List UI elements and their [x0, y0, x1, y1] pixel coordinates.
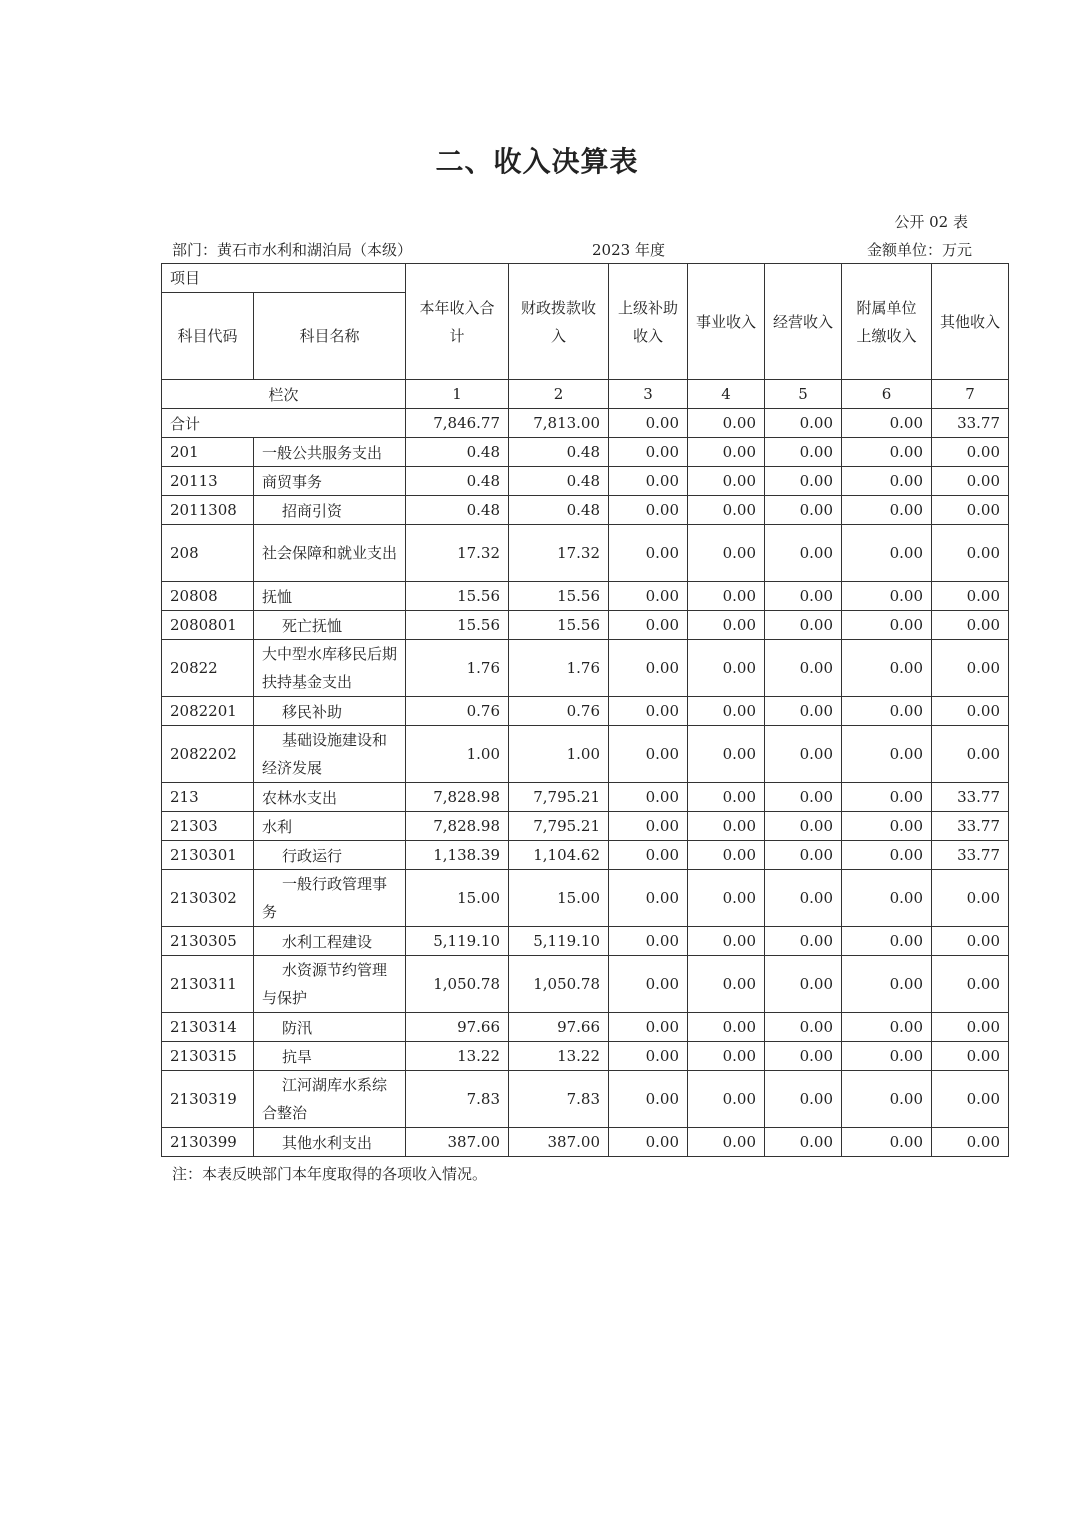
header-col-6: 附属单位上缴收入 — [842, 264, 932, 380]
row-name: 商贸事务 — [254, 467, 406, 496]
row-value-col-7: 0.00 — [932, 870, 1009, 927]
row-value-col-3: 0.00 — [609, 841, 688, 870]
row-value-col-1: 15.56 — [406, 582, 509, 611]
row-value-col-6: 0.00 — [842, 640, 932, 697]
row-value-col-3: 0.00 — [609, 697, 688, 726]
row-code: 2130315 — [162, 1042, 254, 1071]
row-value-col-5: 0.00 — [765, 812, 842, 841]
row-value-col-6: 0.00 — [842, 812, 932, 841]
row-value-col-6: 0.00 — [842, 927, 932, 956]
row-name: 江河湖库水系综合整治 — [254, 1071, 406, 1128]
table-row — [162, 1042, 1009, 1071]
row-name: 水利 — [254, 812, 406, 841]
row-value-col-1: 5,119.10 — [406, 927, 509, 956]
header-col-4: 事业收入 — [688, 264, 765, 380]
row-name: 基础设施建设和经济发展 — [254, 726, 406, 783]
row-value-col-1: 7.83 — [406, 1071, 509, 1128]
row-code: 2082201 — [162, 697, 254, 726]
table-row — [162, 1128, 1009, 1157]
row-value-col-1: 17.32 — [406, 525, 509, 582]
row-name: 抚恤 — [254, 582, 406, 611]
table-row — [162, 697, 1009, 726]
row-value-col-1: 0.48 — [406, 496, 509, 525]
row-name: 防汛 — [254, 1013, 406, 1042]
row-value-col-3: 0.00 — [609, 611, 688, 640]
row-value-col-3: 0.00 — [609, 1128, 688, 1157]
row-name: 大中型水库移民后期扶持基金支出 — [254, 640, 406, 697]
row-value-col-2: 17.32 — [509, 525, 609, 582]
row-value-col-2: 1.00 — [509, 726, 609, 783]
department-label: 部门：黄石市水利和湖泊局（本级） — [172, 241, 413, 259]
row-value-col-4: 0.00 — [688, 582, 765, 611]
row-value-col-5: 0.00 — [765, 726, 842, 783]
row-code: 2130399 — [162, 1128, 254, 1157]
row-value-col-7: 33.77 — [932, 812, 1009, 841]
row-value-col-7: 0.00 — [932, 467, 1009, 496]
row-name: 移民补助 — [254, 697, 406, 726]
row-value-col-4: 0.00 — [688, 1071, 765, 1128]
table-row — [162, 438, 1009, 467]
row-value-col-6: 0.00 — [842, 956, 932, 1013]
row-value-col-1: 13.22 — [406, 1042, 509, 1071]
row-value-col-1: 1.76 — [406, 640, 509, 697]
row-value-col-3: 0.00 — [609, 812, 688, 841]
row-value-col-5: 0.00 — [765, 783, 842, 812]
row-value-col-7: 0.00 — [932, 726, 1009, 783]
row-value-col-4: 0.00 — [688, 611, 765, 640]
row-value-col-3: 0.00 — [609, 870, 688, 927]
row-value-col-6: 0.00 — [842, 525, 932, 582]
row-value-col-7: 0.00 — [932, 1071, 1009, 1128]
row-code: 2130305 — [162, 927, 254, 956]
row-name: 死亡抚恤 — [254, 611, 406, 640]
row-value-col-5: 0.00 — [765, 956, 842, 1013]
row-value-col-6: 0.00 — [842, 870, 932, 927]
table-row — [162, 870, 1009, 927]
row-value-col-4: 0.00 — [688, 496, 765, 525]
row-value-col-5: 0.00 — [765, 525, 842, 582]
row-value-col-7: 0.00 — [932, 582, 1009, 611]
amount-unit: 金额单位：万元 — [866, 241, 972, 259]
row-value-col-6: 0.00 — [842, 1071, 932, 1128]
row-value-col-2: 15.00 — [509, 870, 609, 927]
row-value-col-4: 0.00 — [688, 467, 765, 496]
row-code: 2130311 — [162, 956, 254, 1013]
row-value-col-7: 33.77 — [932, 783, 1009, 812]
row-value-col-7: 0.00 — [932, 611, 1009, 640]
row-value-col-4: 0.00 — [688, 841, 765, 870]
header-col-5: 经营收入 — [765, 264, 842, 380]
table-row — [162, 496, 1009, 525]
row-value-col-5: 0.00 — [765, 1042, 842, 1071]
fiscal-year: 2023 年度 — [592, 241, 665, 259]
index-3: 3 — [609, 380, 688, 409]
page-title: 二、收入决算表 — [435, 145, 639, 178]
table-row — [162, 927, 1009, 956]
row-code: 2082202 — [162, 726, 254, 783]
row-value-col-5: 0.00 — [765, 409, 842, 438]
row-value-col-2: 1,104.62 — [509, 841, 609, 870]
row-value-col-7: 0.00 — [932, 1042, 1009, 1071]
row-value-col-1: 15.00 — [406, 870, 509, 927]
row-code: 2080801 — [162, 611, 254, 640]
row-value-col-3: 0.00 — [609, 956, 688, 1013]
row-value-col-2: 1,050.78 — [509, 956, 609, 1013]
row-value-col-6: 0.00 — [842, 697, 932, 726]
row-value-col-3: 0.00 — [609, 496, 688, 525]
row-value-col-2: 7,795.21 — [509, 812, 609, 841]
row-value-col-6: 0.00 — [842, 783, 932, 812]
row-value-col-7: 0.00 — [932, 697, 1009, 726]
row-name: 其他水利支出 — [254, 1128, 406, 1157]
row-code: 20822 — [162, 640, 254, 697]
row-code: 20113 — [162, 467, 254, 496]
row-value-col-2: 13.22 — [509, 1042, 609, 1071]
row-value-col-2: 0.48 — [509, 467, 609, 496]
income-table — [161, 263, 1009, 1157]
row-value-col-5: 0.00 — [765, 611, 842, 640]
row-value-col-7: 0.00 — [932, 956, 1009, 1013]
table-row — [162, 582, 1009, 611]
row-value-col-3: 0.00 — [609, 438, 688, 467]
row-value-col-7: 0.00 — [932, 1128, 1009, 1157]
row-value-col-7: 0.00 — [932, 927, 1009, 956]
table-row — [162, 525, 1009, 582]
row-value-col-5: 0.00 — [765, 1128, 842, 1157]
row-value-col-3: 0.00 — [609, 467, 688, 496]
row-value-col-4: 0.00 — [688, 1128, 765, 1157]
row-value-col-7: 33.77 — [932, 409, 1009, 438]
row-value-col-6: 0.00 — [842, 1128, 932, 1157]
row-value-col-2: 5,119.10 — [509, 927, 609, 956]
index-6: 6 — [842, 380, 932, 409]
row-name: 水资源节约管理与保护 — [254, 956, 406, 1013]
row-value-col-1: 0.48 — [406, 438, 509, 467]
row-value-col-4: 0.00 — [688, 783, 765, 812]
row-name: 行政运行 — [254, 841, 406, 870]
row-value-col-5: 0.00 — [765, 640, 842, 697]
row-value-col-5: 0.00 — [765, 496, 842, 525]
header-col-3: 上级补助收入 — [609, 264, 688, 380]
table-row — [162, 1071, 1009, 1128]
row-name: 招商引资 — [254, 496, 406, 525]
row-value-col-1: 97.66 — [406, 1013, 509, 1042]
row-value-col-5: 0.00 — [765, 697, 842, 726]
row-value-col-2: 15.56 — [509, 611, 609, 640]
row-value-col-1: 15.56 — [406, 611, 509, 640]
row-value-col-3: 0.00 — [609, 1071, 688, 1128]
table-row — [162, 812, 1009, 841]
row-value-col-2: 97.66 — [509, 1013, 609, 1042]
row-name: 农林水支出 — [254, 783, 406, 812]
row-value-col-2: 1.76 — [509, 640, 609, 697]
row-value-col-4: 0.00 — [688, 409, 765, 438]
row-value-col-7: 0.00 — [932, 640, 1009, 697]
row-value-col-5: 0.00 — [765, 467, 842, 496]
row-code: 213 — [162, 783, 254, 812]
row-value-col-3: 0.00 — [609, 927, 688, 956]
row-value-col-4: 0.00 — [688, 525, 765, 582]
index-1: 1 — [406, 380, 509, 409]
row-value-col-6: 0.00 — [842, 611, 932, 640]
row-value-col-4: 0.00 — [688, 956, 765, 1013]
row-value-col-5: 0.00 — [765, 870, 842, 927]
row-code: 2130319 — [162, 1071, 254, 1128]
table-row — [162, 1013, 1009, 1042]
row-value-col-2: 7.83 — [509, 1071, 609, 1128]
header-col-1: 本年收入合计 — [406, 264, 509, 380]
row-value-col-3: 0.00 — [609, 1013, 688, 1042]
row-code: 21303 — [162, 812, 254, 841]
index-label: 栏次 — [162, 380, 406, 409]
row-value-col-4: 0.00 — [688, 697, 765, 726]
table-row — [162, 640, 1009, 697]
row-value-col-4: 0.00 — [688, 640, 765, 697]
table-row — [162, 409, 1009, 438]
row-value-col-3: 0.00 — [609, 409, 688, 438]
header-col-7: 其他收入 — [932, 264, 1009, 380]
row-value-col-7: 0.00 — [932, 1013, 1009, 1042]
row-value-col-6: 0.00 — [842, 1013, 932, 1042]
row-value-col-2: 7,813.00 — [509, 409, 609, 438]
row-value-col-1: 0.76 — [406, 697, 509, 726]
table-row — [162, 611, 1009, 640]
row-name: 一般行政管理事务 — [254, 870, 406, 927]
row-value-col-1: 387.00 — [406, 1128, 509, 1157]
row-name: 一般公共服务支出 — [254, 438, 406, 467]
row-value-col-6: 0.00 — [842, 467, 932, 496]
row-value-col-7: 0.00 — [932, 438, 1009, 467]
table-row — [162, 783, 1009, 812]
row-code: 2130302 — [162, 870, 254, 927]
row-value-col-3: 0.00 — [609, 582, 688, 611]
row-value-col-2: 15.56 — [509, 582, 609, 611]
row-value-col-2: 0.76 — [509, 697, 609, 726]
row-value-col-3: 0.00 — [609, 640, 688, 697]
row-value-col-4: 0.00 — [688, 1042, 765, 1071]
row-name: 抗旱 — [254, 1042, 406, 1071]
row-value-col-6: 0.00 — [842, 726, 932, 783]
row-value-col-5: 0.00 — [765, 1013, 842, 1042]
row-name: 水利工程建设 — [254, 927, 406, 956]
index-5: 5 — [765, 380, 842, 409]
row-name: 社会保障和就业支出 — [254, 525, 406, 582]
row-value-col-3: 0.00 — [609, 1042, 688, 1071]
row-value-col-1: 7,846.77 — [406, 409, 509, 438]
header-project: 项目 — [162, 264, 406, 293]
row-value-col-7: 0.00 — [932, 525, 1009, 582]
row-value-col-4: 0.00 — [688, 812, 765, 841]
row-value-col-3: 0.00 — [609, 783, 688, 812]
row-value-col-5: 0.00 — [765, 927, 842, 956]
row-value-col-4: 0.00 — [688, 870, 765, 927]
index-4: 4 — [688, 380, 765, 409]
index-2: 2 — [509, 380, 609, 409]
table-meta — [172, 239, 972, 261]
row-value-col-1: 7,828.98 — [406, 783, 509, 812]
row-value-col-2: 0.48 — [509, 496, 609, 525]
table-row — [162, 726, 1009, 783]
row-value-col-4: 0.00 — [688, 927, 765, 956]
index-7: 7 — [932, 380, 1009, 409]
row-value-col-1: 1,050.78 — [406, 956, 509, 1013]
row-value-col-5: 0.00 — [765, 582, 842, 611]
header-code: 科目代码 — [162, 293, 254, 380]
row-code: 20808 — [162, 582, 254, 611]
row-value-col-6: 0.00 — [842, 582, 932, 611]
row-value-col-6: 0.00 — [842, 1042, 932, 1071]
row-value-col-2: 0.48 — [509, 438, 609, 467]
table-row — [162, 467, 1009, 496]
row-value-col-7: 33.77 — [932, 841, 1009, 870]
row-value-col-6: 0.00 — [842, 438, 932, 467]
table-row — [162, 956, 1009, 1013]
row-code: 201 — [162, 438, 254, 467]
row-value-col-5: 0.00 — [765, 1071, 842, 1128]
row-value-col-2: 387.00 — [509, 1128, 609, 1157]
row-value-col-3: 0.00 — [609, 525, 688, 582]
row-value-col-2: 7,795.21 — [509, 783, 609, 812]
row-code: 2130301 — [162, 841, 254, 870]
row-value-col-4: 0.00 — [688, 726, 765, 783]
row-code: 2130314 — [162, 1013, 254, 1042]
form-number: 公开 02 表 — [894, 213, 968, 231]
row-value-col-6: 0.00 — [842, 841, 932, 870]
row-value-col-5: 0.00 — [765, 438, 842, 467]
row-code: 2011308 — [162, 496, 254, 525]
row-value-col-4: 0.00 — [688, 1013, 765, 1042]
row-value-col-1: 0.48 — [406, 467, 509, 496]
header-col-2: 财政拨款收入 — [509, 264, 609, 380]
row-value-col-3: 0.00 — [609, 726, 688, 783]
header-name: 科目名称 — [254, 293, 406, 380]
table-row — [162, 841, 1009, 870]
row-value-col-1: 1.00 — [406, 726, 509, 783]
row-label: 合计 — [162, 409, 406, 438]
row-value-col-1: 7,828.98 — [406, 812, 509, 841]
table-note: 注：本表反映部门本年度取得的各项收入情况。 — [172, 1165, 488, 1183]
row-value-col-5: 0.00 — [765, 841, 842, 870]
row-value-col-6: 0.00 — [842, 496, 932, 525]
row-value-col-4: 0.00 — [688, 438, 765, 467]
row-value-col-7: 0.00 — [932, 496, 1009, 525]
row-value-col-6: 0.00 — [842, 409, 932, 438]
row-value-col-1: 1,138.39 — [406, 841, 509, 870]
row-code: 208 — [162, 525, 254, 582]
